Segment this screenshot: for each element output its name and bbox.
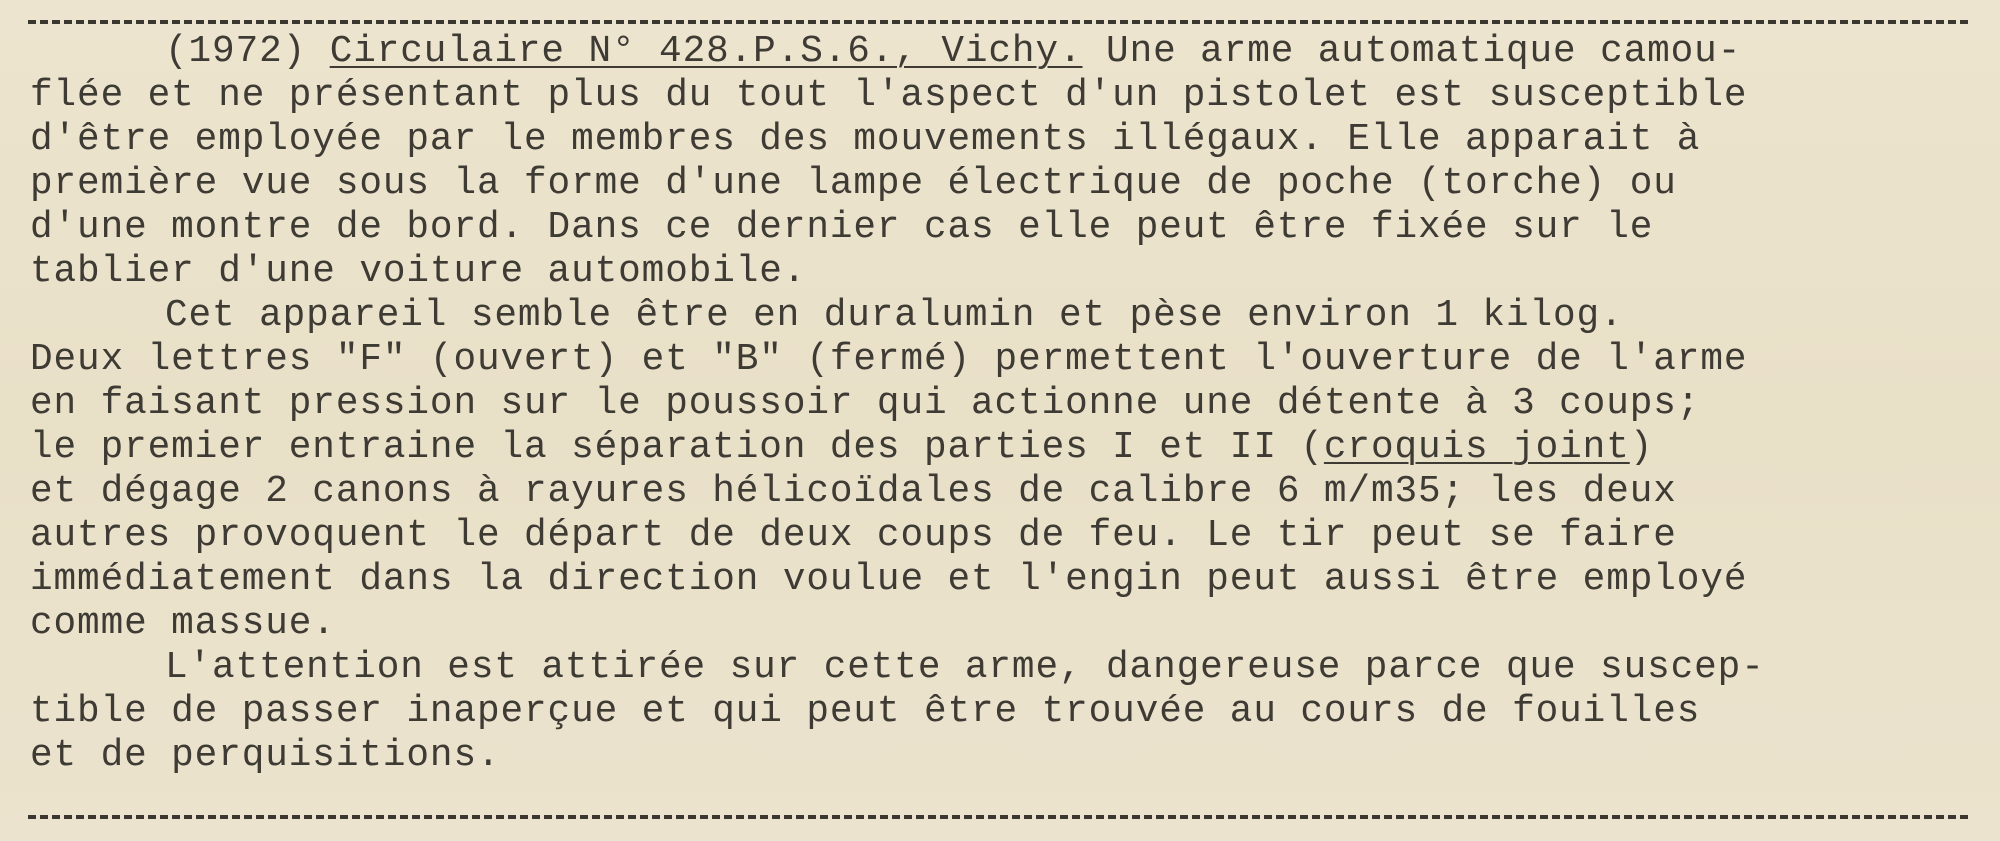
paragraph1-line: flée et ne présentant plus du tout l'aspect d'un pistolet est susceptible bbox=[30, 75, 1748, 117]
paragraph3-line: et de perquisitions. bbox=[30, 735, 501, 777]
top-dashed-rule bbox=[28, 20, 1968, 24]
paragraph3-line: tible de passer inaperçue et qui peut être trouvée au cours de fouilles bbox=[30, 691, 1701, 733]
paragraph2-line-croquis bbox=[30, 426, 1980, 470]
paragraph3-line1: L'attention est attirée sur cette arme, dangereuse parce que suscep- bbox=[165, 647, 1765, 689]
croquis-joint-reference: croquis joint bbox=[1323, 427, 1630, 469]
paragraph2-line4-after: ) bbox=[1629, 427, 1654, 469]
paragraph1-line1-rest: Une arme automatique camou- bbox=[1082, 31, 1742, 73]
paragraph1-line: d'être employée par le membres des mouvements illégaux. Elle apparait à bbox=[30, 119, 1701, 161]
paragraph2-line: immédiatement dans la direction voulue et l'engin peut aussi être employé bbox=[30, 559, 1748, 601]
paragraph2-line: autres provoquent le départ de deux coups de feu. Le tir peut se faire bbox=[30, 515, 1677, 557]
paragraph1-line1 bbox=[30, 30, 1980, 74]
paragraph2-line: en faisant pression sur le poussoir qui actionne une détente à 3 coups; bbox=[30, 383, 1701, 425]
paragraph2-line: Deux lettres "F" (ouvert) et "B" (fermé) permettent l'ouverture de l'arme bbox=[30, 339, 1748, 381]
paragraph2-line: et dégage 2 canons à rayures hélicoïdales de calibre 6 m/m35; les deux bbox=[30, 471, 1677, 513]
paragraph2-line1: Cet appareil semble être en duralumin et pèse environ 1 kilog. bbox=[165, 295, 1624, 337]
paragraph2-line4-before: le premier entraine la séparation des parties I et II ( bbox=[30, 427, 1324, 469]
paragraph1-line: tablier d'une voiture automobile. bbox=[30, 251, 807, 293]
paragraph2-line: comme massue. bbox=[30, 603, 336, 645]
paragraph1-line: première vue sous la forme d'une lampe électrique de poche (torche) ou bbox=[30, 163, 1677, 205]
entry-number: (1972) bbox=[165, 31, 330, 73]
circular-reference: Circulaire N° 428.P.S.6., Vichy. bbox=[329, 31, 1083, 73]
bottom-dashed-rule bbox=[28, 815, 1968, 819]
circular-entry bbox=[30, 30, 1980, 778]
paragraph1-line: d'une montre de bord. Dans ce dernier cas elle peut être fixée sur le bbox=[30, 207, 1654, 249]
